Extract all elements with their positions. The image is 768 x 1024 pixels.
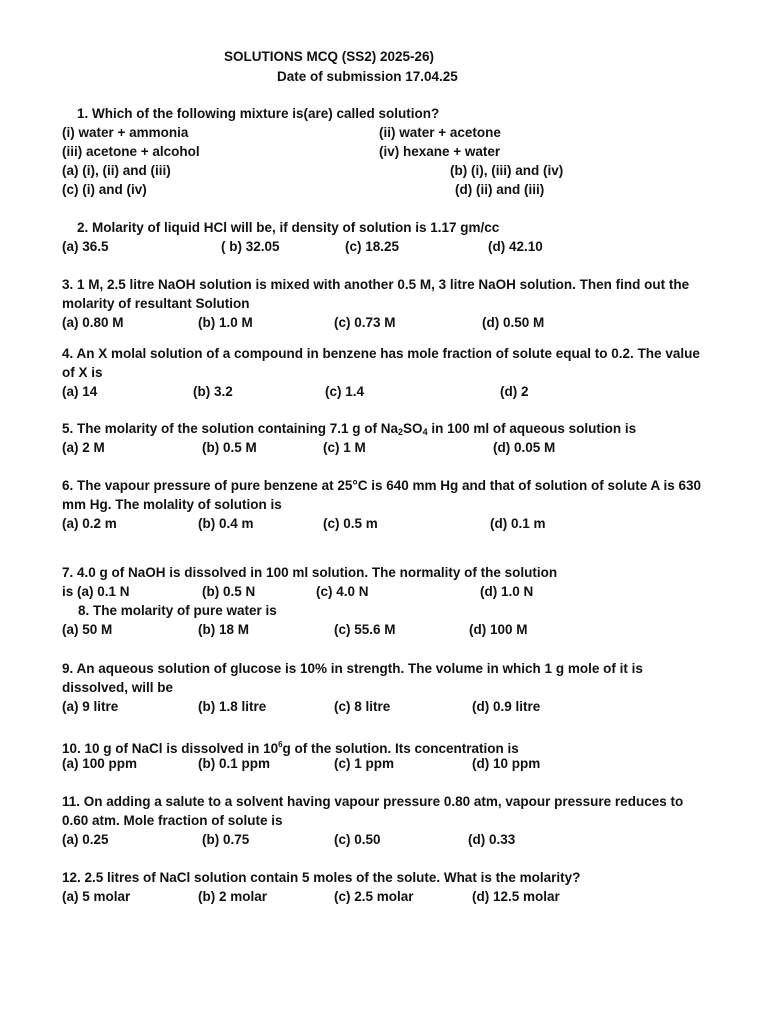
question-1-option-b: (b) (i), (iii) and (iv) [450,163,564,178]
question-11-stem-continued: 0.60 atm. Mole fraction of solute is [62,813,283,828]
question-10-option-b: (b) 0.1 ppm [198,756,271,771]
question-11-option-d: (d) 0.33 [468,832,516,847]
question-12-option-d: (d) 12.5 molar [472,889,560,904]
question-6-stem-continued: mm Hg. The molality of solution is [62,497,282,512]
question-5-option-a: (a) 2 M [62,440,105,455]
question-12-option-b: (b) 2 molar [198,889,268,904]
question-8-option-c: (c) 55.6 M [334,622,396,637]
question-5-stem: 5. The molarity of the solution containing 7.1 g of $Na_2SO_4$ in 100 ml of aqueous solution is [62,421,637,437]
question-7-option-b: (b) 0.5 N [202,584,256,599]
question-2-option-b: ( b) 32.05 [221,239,280,254]
question-4-option-c: (c) 1.4 [325,384,365,399]
document-title: SOLUTIONS MCQ (SS2) 2025-26) [224,49,435,64]
question-12-option-a: (a) 5 molar [62,889,131,904]
question-1-item: (ii) water + acetone [379,125,501,140]
question-10-option-d: (d) 10 ppm [472,756,541,771]
question-6-option-d: (d) 0.1 m [490,516,546,531]
question-9-option-a: (a) 9 litre [62,699,119,714]
question-11-stem: 11. On adding a salute to a solvent having vapour pressure 0.80 atm, vapour pressure reduces to [62,794,684,809]
question-2-option-a: (a) 36.5 [62,239,109,254]
question-11-option-c: (c) 0.50 [334,832,381,847]
question-7-option-d: (d) 1.0 N [480,584,534,599]
question-8-stem: 8. The molarity of pure water is [78,603,277,618]
question-7-option-a: is (a) 0.1 N [62,584,130,599]
question-8-option-d: (d) 100 M [469,622,528,637]
question-12-stem: 12. 2.5 litres of NaCl solution contain 5 moles of the solute. What is the molarity? [62,870,581,885]
question-9-option-d: (d) 0.9 litre [472,699,541,714]
question-8-option-a: (a) 50 M [62,622,113,637]
question-9-option-b: (b) 1.8 litre [198,699,267,714]
question-4-stem: 4. An X molal solution of a compound in benzene has mole fraction of solute equal to 0.2. The value [62,346,700,361]
question-4-option-b: (b) 3.2 [193,384,233,399]
question-4-option-a: (a) 14 [62,384,98,399]
question-7-stem: 7. 4.0 g of NaOH is dissolved in 100 ml solution. The normality of the solution [62,565,558,580]
question-3-option-c: (c) 0.73 M [334,315,396,330]
question-4-option-d: (d) 2 [500,384,529,399]
question-1-item: (iv) hexane + water [379,144,501,159]
question-10-option-c: (c) 1 ppm [334,756,395,771]
question-1-item: (iii) acetone + alcohol [62,144,200,159]
question-1-option-c: (c) (i) and (iv) [62,182,147,197]
question-4-stem-continued: of X is [62,365,103,380]
question-1-item: (i) water + ammonia [62,125,189,140]
question-11-option-b: (b) 0.75 [202,832,250,847]
question-9-stem: 9. An aqueous solution of glucose is 10% in strength. The volume in which 1 g mole of it is [62,661,643,676]
question-6-stem: 6. The vapour pressure of pure benzene at 25°C is 640 mm Hg and that of solution of solute A is 630 [62,478,702,493]
question-1-option-a: (a) (i), (ii) and (iii) [62,163,171,178]
question-3-stem-continued: molarity of resultant Solution [62,296,250,311]
question-10-stem: 10. 10 g of NaCl is dissolved in $10^6g$ of the solution. Its concentration is [62,740,519,756]
question-9-stem-continued: dissolved, will be [62,680,174,695]
question-3-stem: 3. 1 M, 2.5 litre NaOH solution is mixed with another 0.5 M, 3 litre NaOH solution. Then find out the [62,277,690,292]
question-11-option-a: (a) 0.25 [62,832,109,847]
question-5-option-d: (d) 0.05 M [493,440,556,455]
submission-date: Date of submission 17.04.25 [277,69,458,84]
question-2-stem: 2. Molarity of liquid HCl will be, if density of solution is 1.17 gm/cc [77,220,500,235]
question-7-option-c: (c) 4.0 N [316,584,369,599]
question-2-option-d: (d) 42.10 [488,239,543,254]
question-2-option-c: (c) 18.25 [345,239,400,254]
question-6-option-c: (c) 0.5 m [323,516,378,531]
question-12-option-c: (c) 2.5 molar [334,889,414,904]
question-3-option-b: (b) 1.0 M [198,315,253,330]
question-9-option-c: (c) 8 litre [334,699,391,714]
question-10-option-a: (a) 100 ppm [62,756,138,771]
question-3-option-d: (d) 0.50 M [482,315,545,330]
question-5-option-c: (c) 1 M [323,440,366,455]
question-1-option-d: (d) (ii) and (iii) [455,182,545,197]
question-6-option-b: (b) 0.4 m [198,516,254,531]
question-1-stem: 1. Which of the following mixture is(are) called solution? [77,106,440,121]
question-5-option-b: (b) 0.5 M [202,440,257,455]
question-6-option-a: (a) 0.2 m [62,516,117,531]
question-3-option-a: (a) 0.80 M [62,315,124,330]
question-8-option-b: (b) 18 M [198,622,250,637]
